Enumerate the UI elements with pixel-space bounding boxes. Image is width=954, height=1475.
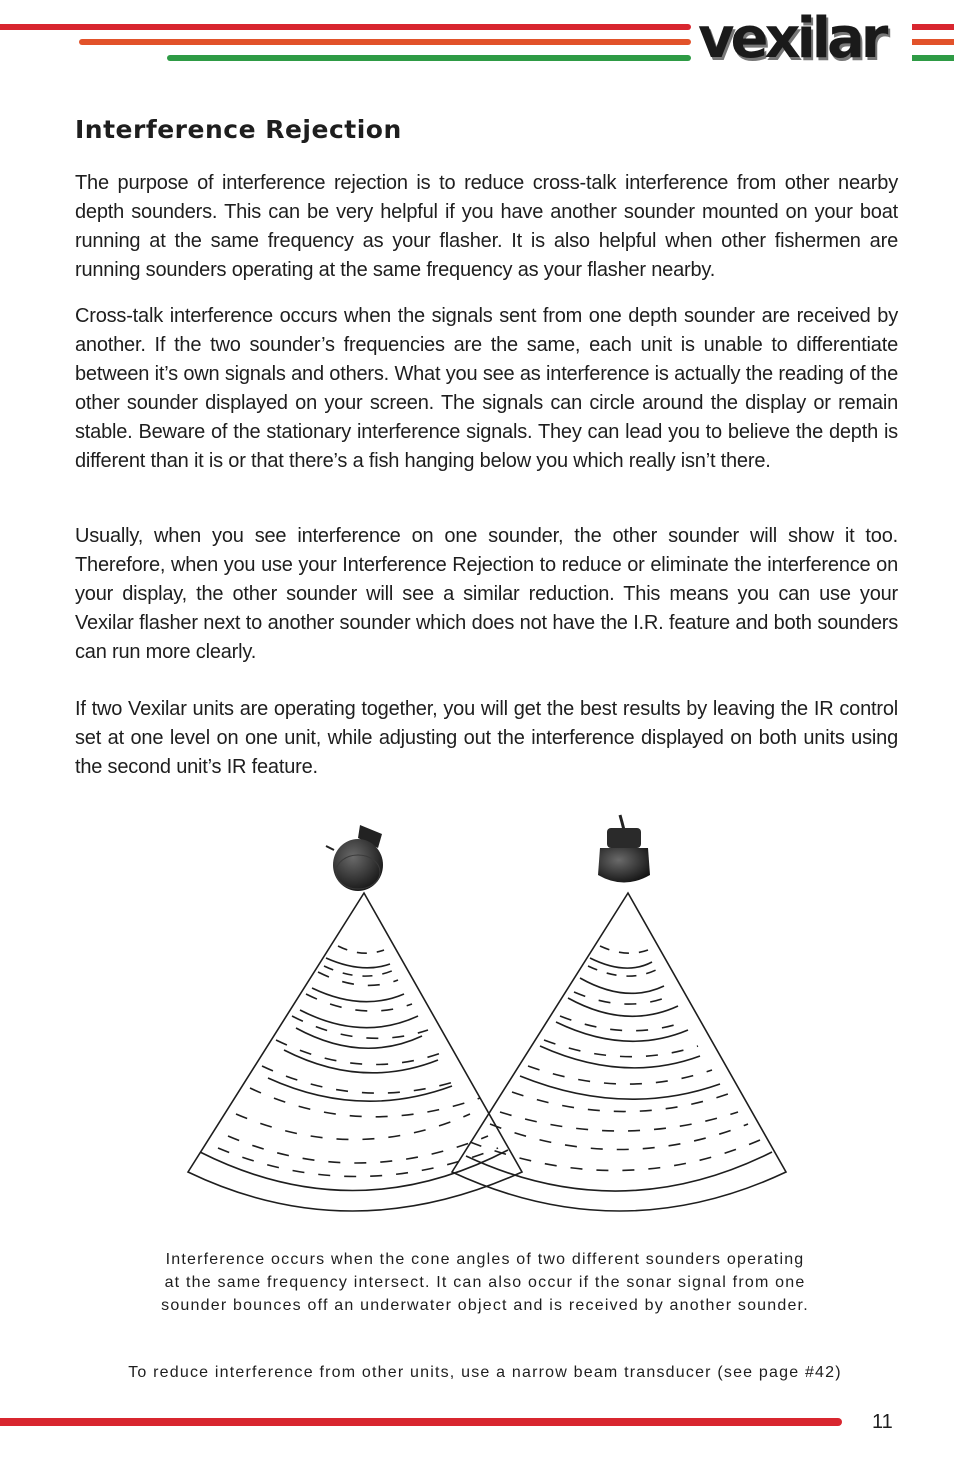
narrow-beam-tip: To reduce interference from other units, use a narrow beam transducer (see page #42) — [128, 1364, 842, 1381]
paragraph-reduction: Usually, when you see interference on one sounder, the other sounder will show it too. Therefore, when you use your Interference Rejection to reduce or eliminate the interference on your display, the other sounder will see a similar reduction. This means you can use your Vexilar flasher next to another sounder which does not have the I.R. feature and both sounders can run more clearly. — [75, 525, 898, 663]
paragraph-crosstalk: Cross-talk interference occurs when the signals sent from one depth sounder are received by another. If the two sounder’s frequencies are the same, each unit is unable to differentiate between it’s own signals and others. What you see as interference is actually the reading of the other sounder displayed on your screen. The signals can circle around the display or remain stable. Beware of the stationary interference signals. They can lead you to believe the depth is different than it is or that there’s a fish hanging below you which really isn’t there. — [75, 305, 898, 472]
transducer-left-icon — [326, 825, 383, 891]
paragraph-purpose: The purpose of interference rejection is to reduce cross-talk interference from other nearby depth sounders. This can be very helpful if you have another sounder mounted on your boat running at the same frequency as your flasher. It is also helpful when other fishermen are running sounders operating at the same frequency as your flasher nearby. — [75, 172, 898, 281]
transducer-right-icon — [598, 815, 650, 883]
left-sonar-cone — [188, 893, 522, 1211]
paragraph-two-units: If two Vexilar units are operating together, you will get the best results by leaving the IR control set at one level on one unit, while adjusting out the interference displayed on both units using the second unit’s IR feature. — [75, 698, 898, 778]
vexilar-logo: vexilar — [698, 6, 885, 71]
figure-caption: Interference occurs when the cone angles of two different sounders operating at the same frequency intersect. It can also occur if the sonar signal from one sounder bounces off an underwater object and is received by another sounder. — [161, 1251, 809, 1314]
right-sonar-cone — [452, 893, 786, 1211]
footer-rule — [0, 1418, 842, 1426]
sonar-cone-diagram — [170, 805, 810, 1235]
page-title: Interference Rejection — [75, 115, 402, 144]
page-number: 11 — [872, 1411, 893, 1433]
